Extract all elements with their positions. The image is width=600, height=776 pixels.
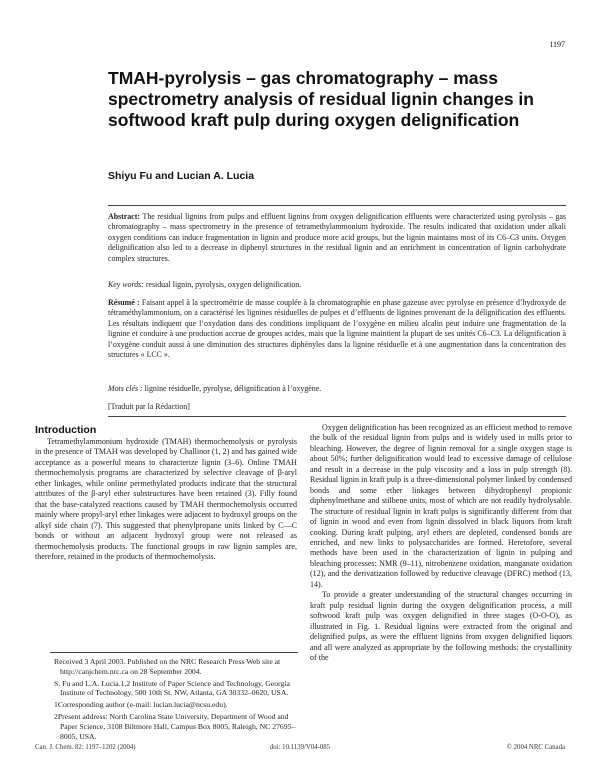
mots-cles-label: Mots clés : bbox=[108, 384, 143, 393]
copyright: © 2004 NRC Canada bbox=[506, 744, 565, 751]
abstract-bottom-rule bbox=[108, 416, 566, 417]
doi: doi: 10.1139/V04-085 bbox=[269, 744, 331, 751]
mots-cles-text: lignine résiduelle, pyrolyse, délignification à l’oxygène. bbox=[142, 384, 322, 393]
notes-rule bbox=[50, 652, 298, 653]
present-address-note: 2Present address: North Carolina State University, Department of Wood and Paper Science, 3108 Biltmore Hall, Campus Box 8005, Raleigh, NC 27695–8005, USA. bbox=[54, 711, 296, 741]
article-title: TMAH-pyrolysis – gas chromatography – mass spectrometry analysis of residual lignin changes in softwood kraft pulp during oxygen delignification bbox=[108, 68, 534, 130]
keywords bbox=[108, 280, 566, 290]
footnotes bbox=[54, 657, 298, 743]
abstract-label: Abstract: bbox=[108, 212, 140, 221]
right-column bbox=[310, 423, 572, 663]
abstract bbox=[108, 212, 566, 264]
mots-cles bbox=[108, 384, 566, 394]
translation-note: [Traduit par la Rédaction] bbox=[108, 402, 190, 411]
abstract-text: The residual lignins from pulps and effluent lignins from oxygen delignification effluents were characterized using pyrolysis – gas chromatography – mass spectrometry in the presence of tetramethylammonium hydroxide. The results indicated that oxidation under alkali oxygen conditions can induce fragmentation in lignin and produce more acid groups, but the lignin maintains most of its C6–C3 units. Oxygen delignification also led to a decrease in diphenyl structures in the residual lignin and an enrichment in concentration of lignin carbohydrate complex structures. bbox=[108, 212, 566, 263]
keywords-label: Key words: bbox=[108, 280, 144, 289]
intro-paragraph: Tetramethylammonium hydroxide (TMAH) thermochemolysis or pyrolysis in the presence of TMAH was developed by Challinor (1, 2) and has gained wide acceptance as a powerful means to characterize lignin (3–6). Online TMAH thermochemolysis programs are characterized by selective cleavage of β-aryl ether linkages, while online permethylated products indicate that the structural attributes of the β-aryl ether substructures have been retained (3). Filly found that the base-catalyzed reactions caused by TMAH thermochemolysis occurred mainly where propyl-aryl ether linkages were adjacent to hydroxyl groups on the alkyl side chain (7). This suggested that phenylpropane units linked by C—C bonds or without an adjacent hydroxyl group were not released as thermochemolysis products. The functional groups in raw lignin samples are, therefore, retained in the products of thermochemolysis. bbox=[35, 437, 297, 561]
intro-paragraph: To provide a greater understanding of the structural changes occurring in kraft pulp residual lignin during the oxygen delignification process, a mill softwood kraft pulp was oxygen delignified in three stages (O-O-O), as illustrated in Fig. 1. Residual lignins were extracted from the original and delignified pulps, as were the effluent lignins from oxygen delignified liquors and all were analyzed as appropriate by the following methods: the crystallinity of the bbox=[310, 590, 572, 662]
resume-label: Résumé : bbox=[108, 298, 140, 307]
resume bbox=[108, 298, 566, 360]
abstract-top-rule bbox=[108, 205, 566, 206]
affiliation-note: S. Fu and L.A. Lucia.1,2 Institute of Paper Science and Technology, Georgia Institute of Technology, 500 10th St. NW, Atlanta, GA 30332–0620, USA. bbox=[54, 678, 290, 698]
page-number: 1197 bbox=[549, 40, 565, 49]
keywords-text: residual lignin, pyrolysis, oxygen delignification. bbox=[143, 280, 302, 289]
resume-text: Faisant appel à la spectrométrie de masse couplée à la chromatographie en phase gazeuse avec pyrolyse en présence d’hydroxyde de tétraméthylammonium, on a caractérisé les lignines résiduelles de pulpes et d’effluents de lignines provenant de la délignification des effluents. Les résultats indiquent que l’oxydation dans des conditions impliquant de l’oxygène en milieu alcalin peut induire une fragmentation de la lignine et conduire à une production accrue de groupes acides, mais que la lignine maintient la plupart de ses unités C6–C3. La délignification à l’oxygène conduit aussi à une diminution des structures diphényles dans la lignine résiduelle et à une augmentation dans la concentration des structures « LCC ». bbox=[108, 298, 567, 360]
intro-paragraph: Oxygen delignification has been recognized as an efficient method to remove the bulk of the residual lignin from pulps and is widely used in mills prior to bleaching. However, the degree of lignin removal for a single oxygen stage is about 50%; further delignification would lead to excessive damage of cellulose and result in a decrease in the pulp viscosity and a loss in pulp strength (8). Residual lignin in kraft pulp is a three-dimensional polymer linked by condensed bonds and some ether linkages between dihydrophenyl propionic diphenylmethane and stilbene units, most of which are not readily hydrolysable. The structure of residual lignin in kraft pulps is significantly different from that of lignin in wood and even from lignin dissolved in black liquors from kraft cooking. During kraft pulping, aryl ethers are depleted, condensed bonds are enriched, and new links to polysaccharides are formed. Heretofore, several methods have been used in the characterization of lignin in pulping and bleaching processes: NMR (9–11), nitrobenzene oxidation, manganate oxidation (12), and the derivatization followed by reductive cleavage (DFRC) method (13, 14). bbox=[310, 423, 572, 589]
corresponding-note: 1Corresponding author (e-mail: lucian.lucia@ncsu.edu). bbox=[54, 700, 228, 710]
received-note: Received 3 April 2003. Published on the NRC Research Press Web site at http://canjchem.nrc.ca on 28 September 2004. bbox=[54, 657, 281, 676]
introduction-heading: Introduction bbox=[35, 424, 97, 436]
journal-citation: Can. J. Chem. 82: 1197–1202 (2004) bbox=[35, 744, 136, 751]
left-column bbox=[35, 437, 297, 562]
article-authors: Shiyu Fu and Lucian A. Lucia bbox=[108, 170, 255, 182]
